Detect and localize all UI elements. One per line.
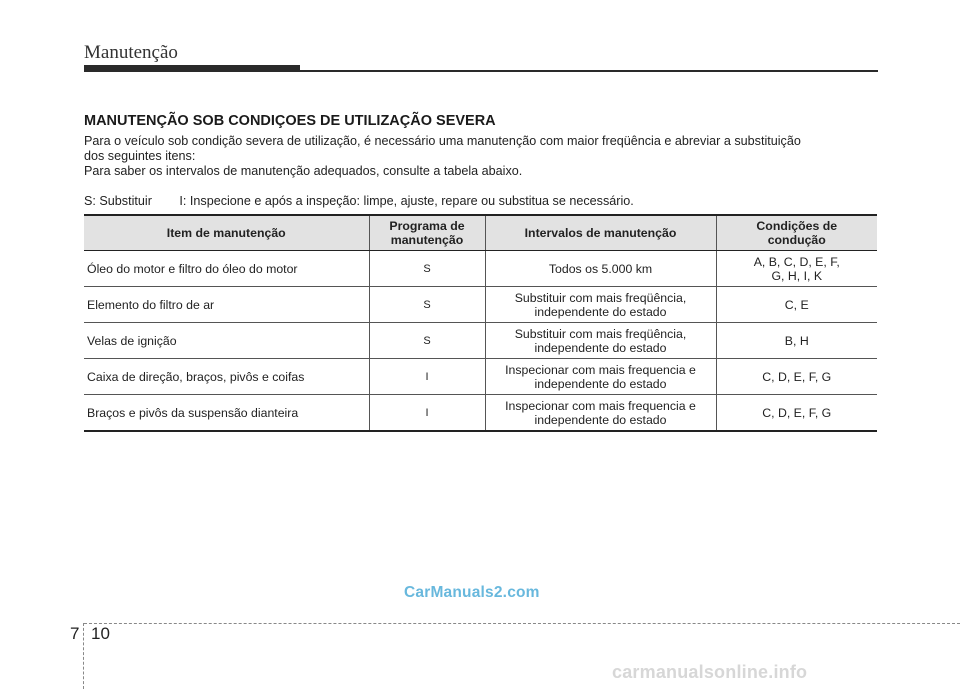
cell-interval: Inspecionar com mais frequencia e independente do estado (485, 395, 716, 432)
table-row (84, 395, 877, 432)
header-program: Programa de manutenção (369, 215, 485, 251)
table-row (84, 323, 877, 359)
header-rule-thin (300, 70, 878, 72)
legend-substituir: S: Substituir (84, 194, 152, 208)
cell-interval: Substituir com mais freqüência, independente do estado (485, 287, 716, 323)
cell-program: I (369, 359, 485, 395)
cell-conditions: B, H (716, 323, 877, 359)
cell-item: Óleo do motor e filtro do óleo do motor (84, 251, 369, 287)
cell-conditions: C, D, E, F, G (716, 359, 877, 395)
cell-conditions: C, D, E, F, G (716, 395, 877, 432)
cell-interval: Inspecionar com mais frequencia e independente do estado (485, 359, 716, 395)
intro-line: Para o veículo sob condição severa de utilização, é necessário uma manutenção com maior freqüência e abreviar a substituição (84, 134, 801, 148)
footer-divider (83, 623, 84, 689)
section-heading: MANUTENÇÃO SOB CONDIÇOES DE UTILIZAÇÃO SEVERA (84, 113, 496, 129)
maintenance-table (84, 214, 877, 432)
intro-line: Para saber os intervalos de manutenção adequados, consulte a tabela abaixo. (84, 164, 523, 178)
cell-program: I (369, 395, 485, 432)
cell-conditions: C, E (716, 287, 877, 323)
legend-line (84, 194, 634, 208)
header-item: Item de manutenção (84, 215, 369, 251)
table-row (84, 287, 877, 323)
cell-item: Elemento do filtro de ar (84, 287, 369, 323)
table-row (84, 251, 877, 287)
cell-conditions: A, B, C, D, E, F, G, H, I, K (716, 251, 877, 287)
cell-program: S (369, 287, 485, 323)
cell-item: Braços e pivôs da suspensão dianteira (84, 395, 369, 432)
legend-inspecione: I: Inspecione e após a inspeção: limpe, ajuste, repare ou substitua se necessário. (179, 194, 634, 208)
cell-program: S (369, 323, 485, 359)
header-rule-thick (84, 65, 300, 72)
page-chapter-number: 7 (70, 624, 80, 643)
intro-paragraph (84, 134, 884, 179)
table-row (84, 359, 877, 395)
cell-item: Caixa de direção, braços, pivôs e coifas (84, 359, 369, 395)
cell-item: Velas de ignição (84, 323, 369, 359)
cell-interval: Todos os 5.000 km (485, 251, 716, 287)
header-interval: Intervalos de manutenção (485, 215, 716, 251)
footer-rule (84, 623, 960, 624)
watermark-link[interactable]: CarManuals2.com (404, 584, 540, 601)
site-watermark: carmanualsonline.info (612, 662, 808, 682)
cell-program: S (369, 251, 485, 287)
header-conditions: Condições de condução (716, 215, 877, 251)
intro-line: dos seguintes itens: (84, 149, 196, 163)
running-header-title: Manutenção (84, 42, 178, 63)
page-number: 10 (91, 624, 110, 643)
table-header-row (84, 215, 877, 251)
cell-interval: Substituir com mais freqüência, independente do estado (485, 323, 716, 359)
